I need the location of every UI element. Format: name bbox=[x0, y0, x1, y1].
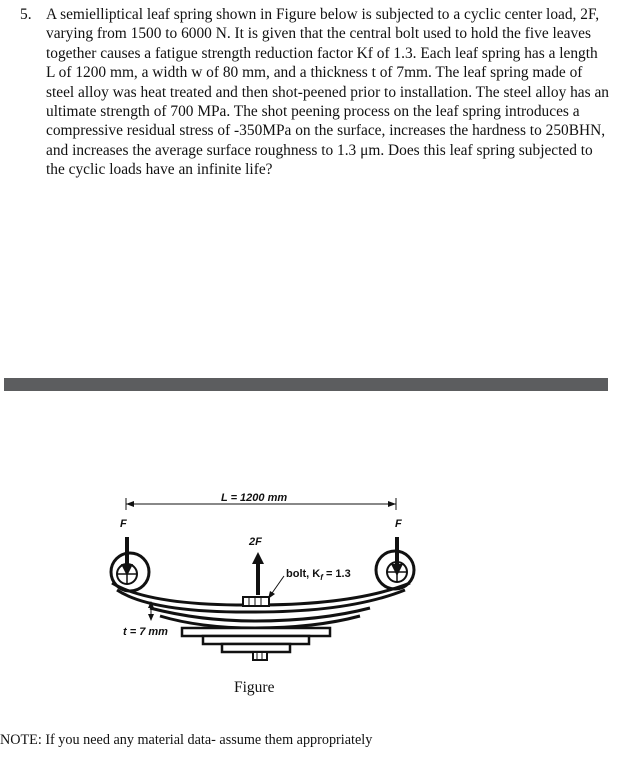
dimension-arrow-left bbox=[126, 501, 134, 507]
dimension-arrow-right bbox=[388, 501, 396, 507]
problem-statement bbox=[20, 5, 610, 180]
left-force-label: F bbox=[120, 518, 127, 530]
leaf-5 bbox=[222, 644, 290, 652]
figure-caption: Figure bbox=[234, 679, 275, 696]
thickness-arrow-bottom bbox=[148, 614, 154, 621]
length-label: L = 1200 mm bbox=[221, 492, 288, 504]
leaf-spring-figure bbox=[0, 480, 625, 710]
bolt-leader-arrow bbox=[268, 591, 275, 599]
problem-text: A semielliptical leaf spring shown in Figure below is subjected to a cyclic center load, 2F, varying from 1500 to 6000 N. It is given that the central bolt used to hold the five leaves together causes a fatigue strength reduction factor Kf of 1.3. Each leaf spring has a length L of 1200 mm, a width w of 80 mm, and a thickness t of 7mm. The leaf spring made of steel alloy was heat treated and then shot-peened prior to installation. The steel alloy has an ultimate strength of 700 MPa. The shot peening process on the leaf spring introduces a compressive residual stress of -350MPa on the surface, increases the hardness to 250BHN, and increases the average surface roughness to 1.3 μm. Does this leaf spring subjected to the cyclic loads have an infinite life? bbox=[46, 6, 610, 179]
note-text: NOTE: If you need any material data- assume them appropriately bbox=[0, 732, 373, 748]
center-load-arrow bbox=[252, 552, 264, 595]
divider-bar bbox=[4, 378, 608, 391]
thickness-label: t = 7 mm bbox=[123, 626, 168, 638]
center-load-label: 2F bbox=[249, 536, 262, 548]
right-force-label: F bbox=[395, 518, 402, 530]
leaf-spring-diagram bbox=[0, 480, 625, 710]
problem-number: 5. bbox=[20, 6, 32, 23]
bolt-label: bolt, $K_f = 1.3$ bbox=[286, 568, 351, 582]
